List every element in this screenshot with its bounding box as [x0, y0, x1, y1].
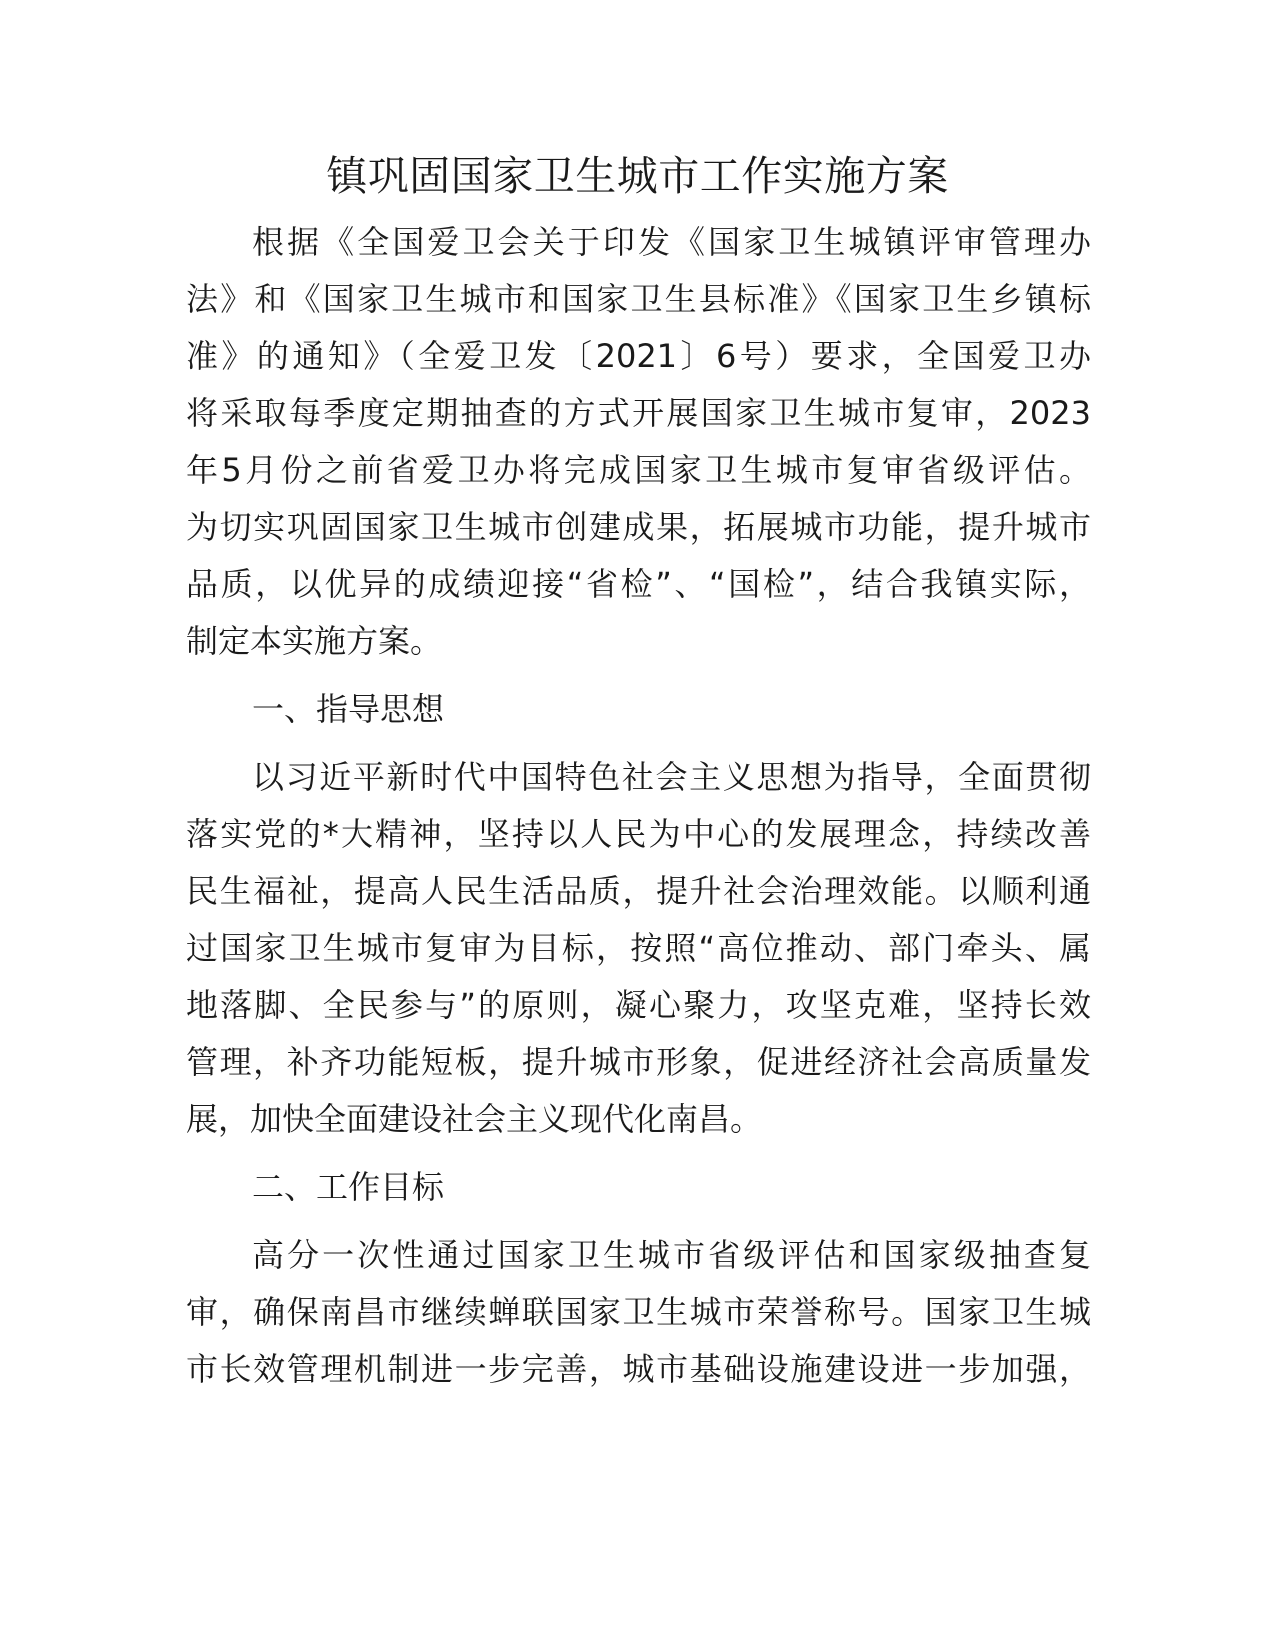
paragraph-line: 品质，以优异的成绩迎接“省检”、“国检”，结合我镇实际， — [186, 565, 1091, 603]
paragraph-line: 展，加快全面建设社会主义现代化南昌。 — [186, 1100, 763, 1138]
paragraph-line: 市长效管理机制进一步完善，城市基础设施建设进一步加强， — [186, 1350, 1091, 1388]
paragraph-line: 将采取每季度定期抽查的方式开展国家卫生城市复审，2023 — [186, 394, 1091, 432]
paragraph-line: 以习近平新时代中国特色社会主义思想为指导，全面贯彻 — [252, 758, 1091, 796]
paragraph-line: 根据《全国爱卫会关于印发《国家卫生城镇评审管理办 — [252, 223, 1091, 261]
paragraph-line: 高分一次性通过国家卫生城市省级评估和国家级抽查复 — [252, 1236, 1091, 1274]
paragraph-line: 为切实巩固国家卫生城市创建成果，拓展城市功能，提升城市 — [186, 508, 1091, 546]
paragraph-line: 制定本实施方案。 — [186, 622, 443, 660]
paragraph-line: 民生福祉，提高人民生活品质，提升社会治理效能。以顺利通 — [186, 872, 1091, 910]
paragraph-line: 过国家卫生城市复审为目标，按照“高位推动、部门牵头、属 — [186, 929, 1091, 967]
paragraph-line: 管理，补齐功能短板，提升城市形象，促进经济社会高质量发 — [186, 1043, 1091, 1081]
section-heading: 二、工作目标 — [252, 1168, 445, 1206]
paragraph-line: 审，确保南昌市继续蝉联国家卫生城市荣誉称号。国家卫生城 — [186, 1293, 1091, 1331]
section-heading: 一、指导思想 — [252, 690, 445, 728]
paragraph-line: 年5月份之前省爱卫办将完成国家卫生城市复审省级评估。 — [186, 451, 1091, 489]
paragraph-line: 落实党的*大精神，坚持以人民为中心的发展理念，持续改善 — [186, 815, 1091, 853]
document-title: 镇巩固国家卫生城市工作实施方案 — [326, 152, 949, 200]
paragraph-line: 地落脚、全民参与”的原则，凝心聚力，攻坚克难，坚持长效 — [186, 986, 1091, 1024]
paragraph-line: 法》和《国家卫生城市和国家卫生县标准》《国家卫生乡镇标 — [186, 280, 1091, 318]
paragraph-line: 准》的通知》（全爱卫发〔2021〕6号）要求，全国爱卫办 — [186, 337, 1091, 375]
